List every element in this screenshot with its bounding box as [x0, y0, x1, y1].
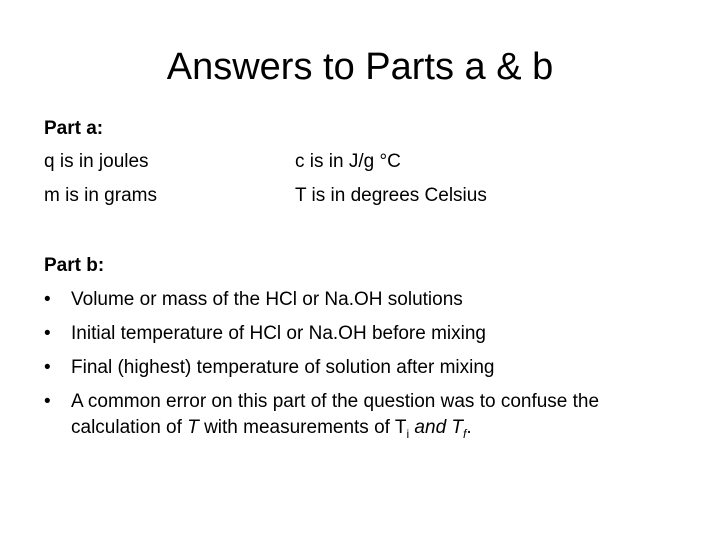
- error-note-t: T: [187, 417, 199, 438]
- bullet-icon: •: [44, 357, 51, 378]
- bullet-icon: •: [44, 323, 51, 344]
- error-note-text: A common error on this part of the question was to confuse the calculation of: [71, 391, 600, 438]
- list-item-text: Initial temperature of HCl or Na.OH before mixing: [71, 323, 486, 344]
- list-item: [44, 355, 684, 381]
- bullet-icon: •: [44, 289, 51, 310]
- error-note-mid: with measurements of T: [198, 417, 407, 438]
- part-b-list: [44, 287, 684, 441]
- error-note-end: .: [466, 417, 472, 438]
- slide-title: Answers to Parts a & b: [166, 46, 554, 88]
- list-item: [44, 321, 684, 347]
- part-a-m-unit: m is in grams: [44, 185, 157, 206]
- list-item-text: [71, 391, 600, 441]
- part-b-heading: Part b:: [44, 255, 105, 276]
- list-item: [44, 287, 684, 313]
- bullet-icon: •: [44, 391, 51, 412]
- list-item-text: Final (highest) temperature of solution after mixing: [71, 357, 495, 378]
- part-a-c-unit: c is in J/g °C: [295, 151, 401, 172]
- part-a-q-unit: q is in joules: [44, 151, 149, 172]
- list-item-text: Volume or mass of the HCl or Na.OH solutions: [71, 289, 463, 310]
- error-note-sub-f: f: [463, 426, 467, 441]
- list-item: [44, 389, 684, 441]
- part-a-t-unit: T is in degrees Celsius: [295, 185, 487, 206]
- error-note-and: and T: [409, 417, 464, 438]
- error-note-sub-i: i: [406, 426, 410, 441]
- part-a-heading: Part a:: [44, 118, 104, 139]
